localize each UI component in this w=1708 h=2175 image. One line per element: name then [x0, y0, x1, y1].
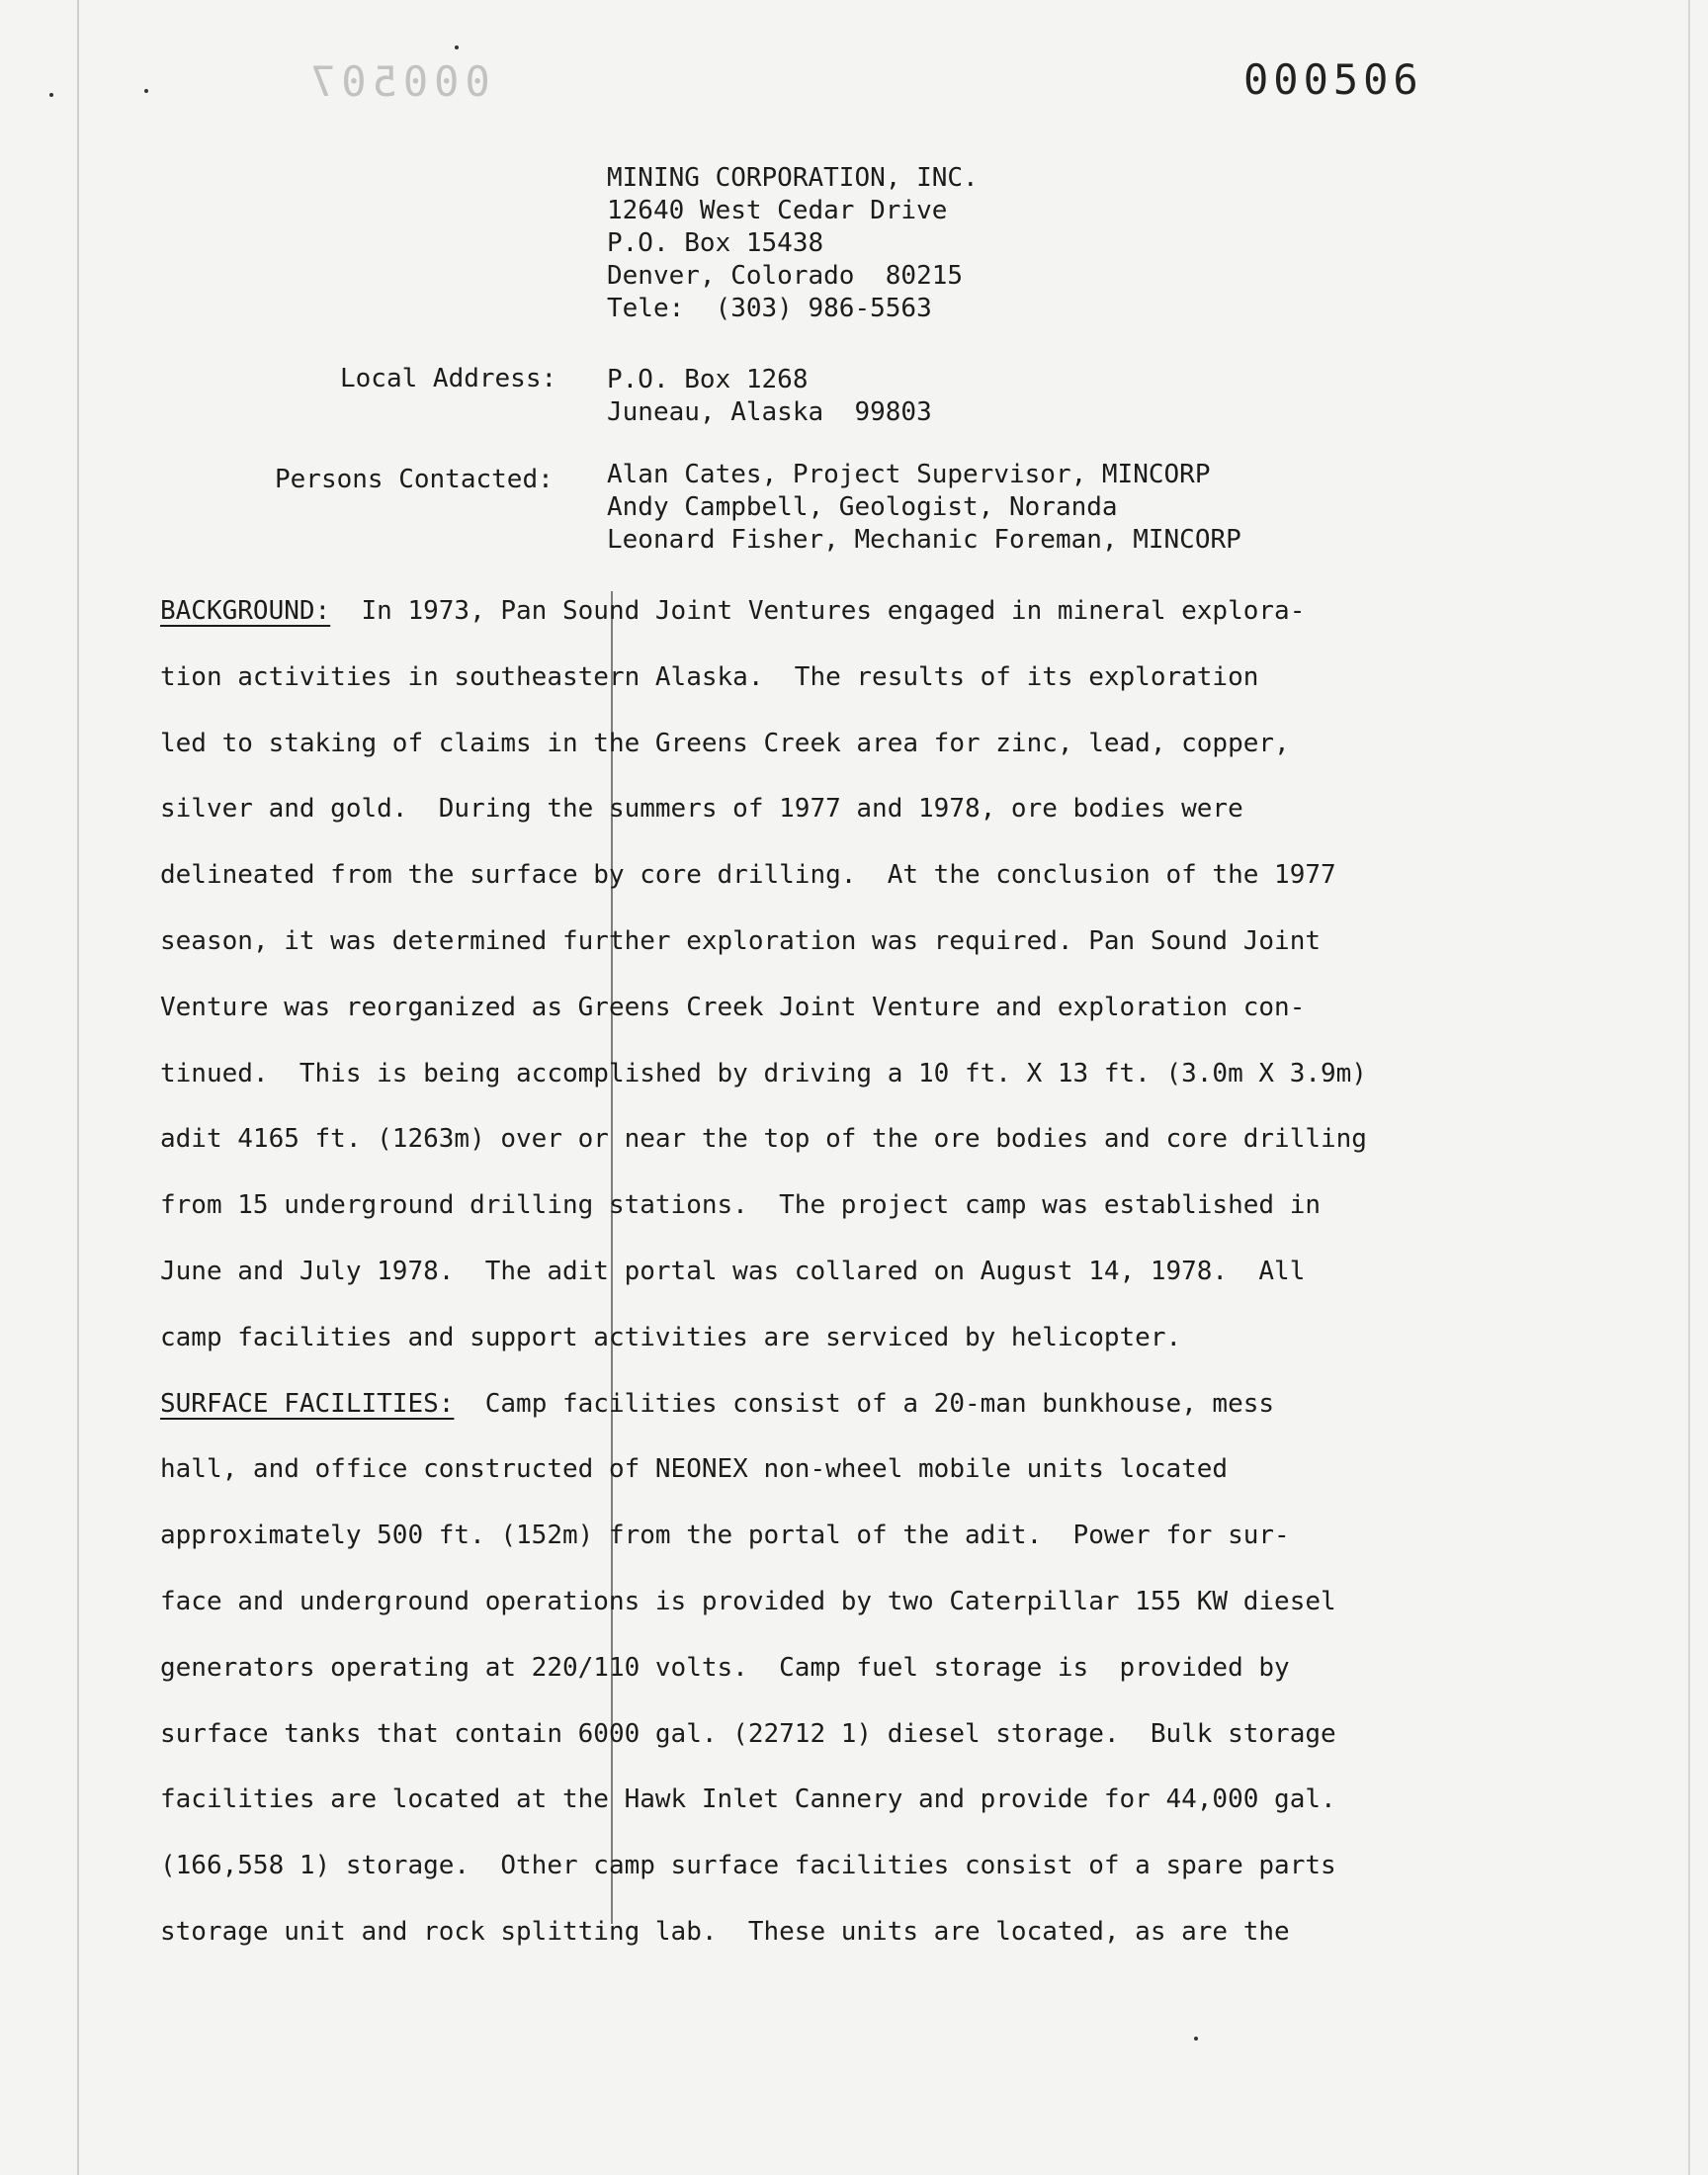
contact-person: Leonard Fisher, Mechanic Foreman, MINCORP — [607, 525, 1241, 555]
local-address-line: Juneau, Alaska 99803 — [607, 397, 932, 427]
paragraph-line: Venture was reorganized as Greens Creek Joint Venture and exploration con- — [160, 992, 1306, 1022]
contact-person: Andy Campbell, Geologist, Noranda — [607, 492, 1118, 522]
page-edge-right — [1688, 0, 1690, 2175]
paragraph-line: June and July 1978. The adit portal was collared on August 14, 1978. All — [160, 1256, 1306, 1286]
local-address-line: P.O. Box 1268 — [607, 365, 809, 394]
paragraph-line: adit 4165 ft. (1263m) over or near the top of the ore bodies and core drilling — [160, 1124, 1367, 1155]
persons-contacted-label: Persons Contacted: — [275, 465, 554, 494]
scan-speck — [144, 89, 148, 93]
scan-speck — [455, 45, 459, 49]
city-state-zip: Denver, Colorado 80215 — [607, 261, 964, 291]
paragraph-line: tinued. This is being accomplished by driving a 10 ft. X 13 ft. (3.0m X 3.9m) — [160, 1058, 1367, 1088]
background-first-line: In 1973, Pan Sound Joint Ventures engaged in mineral explora- — [330, 596, 1306, 626]
paragraph-line — [160, 591, 1524, 657]
paragraph-line: storage unit and rock splitting lab. These units are located, as are the — [160, 1916, 1290, 1947]
paragraph-line: from 15 underground drilling stations. The project camp was established in — [160, 1190, 1321, 1221]
paragraph-line: face and underground operations is provided by two Caterpillar 155 KW diesel — [160, 1586, 1336, 1616]
scan-speck — [1194, 2037, 1198, 2041]
paragraph-line — [160, 1384, 1524, 1450]
paragraph-line: generators operating at 220/110 volts. Camp fuel storage is provided by — [160, 1652, 1290, 1683]
company-address-block — [607, 162, 979, 325]
paragraph-line: hall, and office constructed of NEONEX non-wheel mobile units located — [160, 1454, 1229, 1485]
po-box: P.O. Box 15438 — [607, 228, 824, 258]
paragraph-line: facilities are located at the Hawk Inlet Cannery and provide for 44,000 gal. — [160, 1784, 1336, 1815]
paragraph-line: delineated from the surface by core drilling. At the conclusion of the 1977 — [160, 860, 1336, 891]
mirrored-bates-stamp: 000507 — [304, 57, 490, 106]
paragraph-line: tion activities in southeastern Alaska. The results of its exploration — [160, 661, 1259, 692]
paragraph-line: silver and gold. During the summers of 1977 and 1978, ore bodies were — [160, 794, 1243, 825]
local-address-label: Local Address: — [340, 364, 557, 393]
paragraph-line: surface tanks that contain 6000 gal. (22712 1) diesel storage. Bulk storage — [160, 1718, 1336, 1749]
paragraph-line: led to staking of claims in the Greens Creek area for zinc, lead, copper, — [160, 728, 1290, 758]
report-body — [160, 591, 1524, 1978]
paragraph-line: camp facilities and support activities are serviced by helicopter. — [160, 1322, 1182, 1352]
bates-page-number: 000506 — [1243, 55, 1423, 104]
local-address-value — [607, 364, 932, 429]
telephone: Tele: (303) 986-5563 — [607, 294, 932, 323]
surface-facilities-first-line: Camp facilities consist of a 20-man bunkhouse, mess — [454, 1388, 1275, 1419]
surface-facilities-heading: SURFACE FACILITIES: — [160, 1388, 455, 1419]
street-address: 12640 West Cedar Drive — [607, 196, 948, 225]
company-name: MINING CORPORATION, INC. — [607, 163, 979, 193]
contact-person: Alan Cates, Project Supervisor, MINCORP — [607, 460, 1211, 489]
persons-contacted-list — [607, 459, 1241, 557]
page-edge-left — [77, 0, 79, 2175]
scan-speck — [49, 93, 53, 97]
paragraph-line: approximately 500 ft. (152m) from the portal of the adit. Power for sur- — [160, 1521, 1290, 1551]
background-heading: BACKGROUND: — [160, 596, 331, 626]
paragraph-line: (166,558 1) storage. Other camp surface facilities consist of a spare parts — [160, 1851, 1336, 1881]
paragraph-line: season, it was determined further exploration was required. Pan Sound Joint — [160, 925, 1321, 956]
